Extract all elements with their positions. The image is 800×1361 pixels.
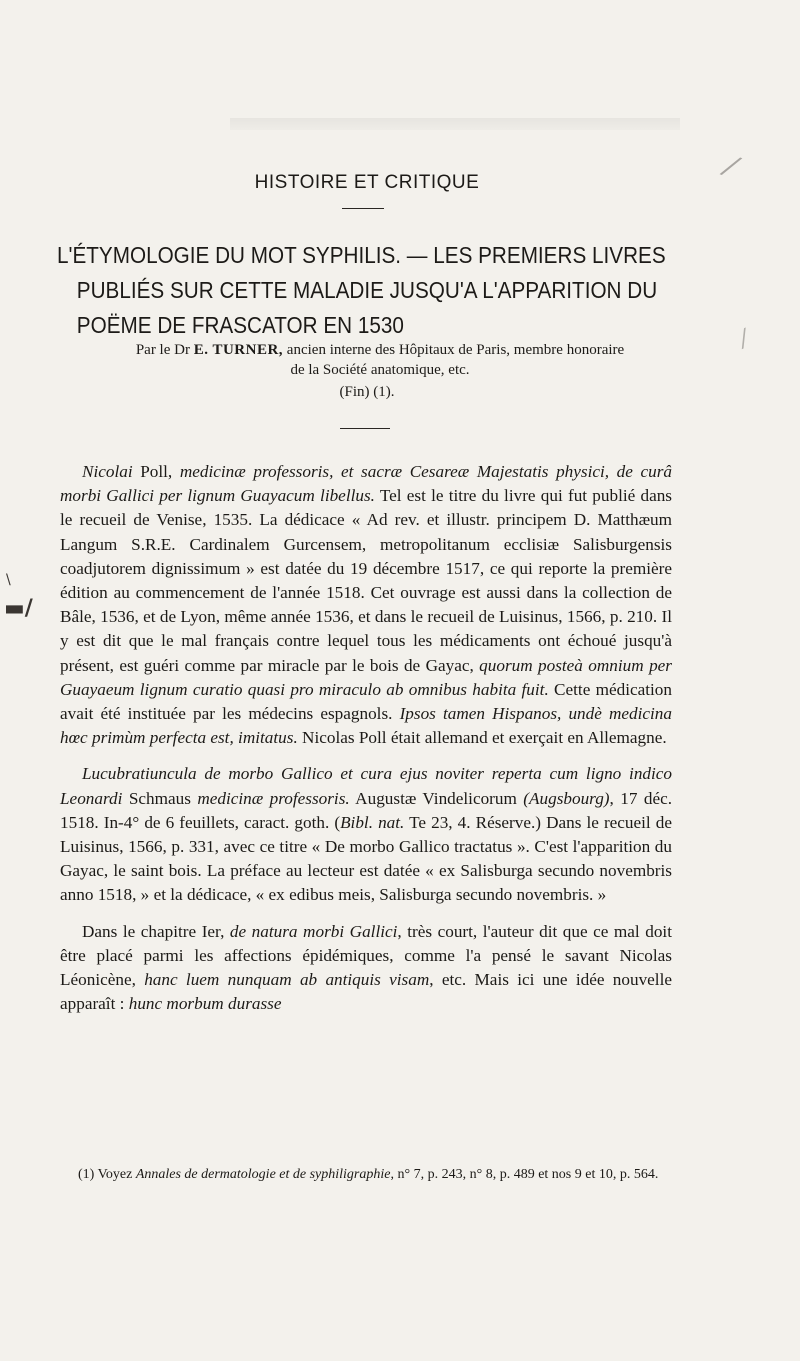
fin-divider [340, 428, 390, 429]
bleed-through-shadow [230, 118, 680, 130]
text-run: (1) Voyez [78, 1167, 136, 1182]
text-run: Tel est le titre du livre qui fut publié dans le recueil de Venise, 1535. La dédicace « Ad rev. et illustr. principem D. Matthæum Langum S.R.E. Cardinalem Gurcensem, metropolitanum ecclisiæ Salisburgensis coadjutorem dignissimum » est datée du 19 décembre 1517, ce qui reporte la première édition au commencement de l'année 1518. Cet ouvrage est aussi dans la collection de Bâle, 1536, et de Lyon, même année 1536, et dans le recueil de Luisinus, 1566, p. 210. Il y est dit que le mal français contre lequel tous les médicaments ont échoué jusqu'à présent, est guéri comme par miracle par le bois de Gayac, [60, 486, 672, 675]
title-divider [342, 208, 384, 209]
title-line: POËME DE FRASCATOR EN 1530 [76, 312, 404, 338]
text-run: Augustæ Vindelicorum [349, 788, 524, 808]
title-line: PUBLIÉS SUR CETTE MALADIE JUSQU'A L'APPARITION DU [76, 277, 658, 303]
italic-text: medicinæ professoris, et sacræ Cesareæ Majestatis physici, de curâ morbi Gallici per lignum Guayacum libellus. [60, 462, 673, 506]
text-run: , très court, l'auteur dit que ce mal doit être placé parmi les affections épidémiques, comme l'a pensé le savant Nicolas Léonicène, [60, 921, 672, 990]
footnote [60, 1165, 672, 1185]
italic-text: Annales de dermatologie et de syphiligraphie [135, 1167, 391, 1182]
section-title: HISTOIRE ET CRITIQUE [254, 172, 480, 193]
italic-text: (Augsbourg) [523, 788, 610, 808]
byline-prefix: Par le Dr [135, 342, 190, 358]
fin-note: (Fin) (1). [339, 384, 395, 400]
author-byline [60, 340, 700, 380]
italic-text: quorum posteà omnium per Guayaeum lignum curatio quasi pro miraculo ab omnibus habita fuit. [60, 655, 672, 699]
text-run: , etc. Mais ici une idée nouvelle apparaît : [60, 970, 672, 1014]
margin-pencil-mark: ⁄ [722, 150, 739, 185]
italic-text: Nicolai [82, 462, 141, 481]
author-affiliation: ancien interne des Hôpitaux de Paris, membre honoraire [286, 342, 625, 358]
margin-ink-mark: ▬/ [4, 596, 33, 621]
body-paragraph [60, 920, 672, 1017]
text-run: Nicolas Poll était allemand et exerçait en Allemagne. [297, 728, 667, 748]
body-paragraph [60, 460, 672, 750]
body-paragraph [60, 762, 672, 907]
italic-text: medicinæ professoris. [197, 788, 350, 808]
italic-text: de natura morbi Gallici [229, 921, 398, 941]
text-run: Dans le chapitre Ier, [82, 921, 230, 941]
footnote-text [60, 1165, 672, 1185]
italic-text: Ipsos tamen Hispanos, undè medicina hœc primùm perfecta est, imitatus. [60, 704, 672, 748]
italic-text: hunc morbum durasse [128, 994, 282, 1014]
author-affiliation-2: de la Société anatomique, etc. [290, 362, 470, 378]
text-run: Te 23, 4. Réserve.) Dans le recueil de Luisinus, 1566, p. 331, avec ce titre « De morbo Gallico tractatus ». C'est l'apparition du Gayac, le saint bois. La préface au lecteur est datée « ex Salisburga secundo novembris anno 1518, » et la dédicace, « ex edibus meis, Salisburga secundo novembris. » [60, 812, 672, 905]
text-run: Cette médication avait été instituée par les médecins espagnols. [60, 679, 672, 724]
article-title [57, 238, 666, 343]
margin-pencil-mark: ⁄ [736, 325, 752, 353]
text-run: Schmaus [128, 788, 198, 808]
title-line: L'ÉTYMOLOGIE DU MOT SYPHILIS. — LES PREMIERS LIVRES [57, 242, 666, 268]
margin-ink-mark: \ [6, 572, 11, 588]
author-name: E. TURNER, [193, 342, 284, 358]
italic-text: Lucubratiuncula de morbo Gallico et cura ejus noviter reperta cum ligno indico Leonardi [60, 764, 672, 808]
text-run: , n° 7, p. 243, n° 8, p. 489 et nos 9 et 10, p. 564. [390, 1167, 659, 1182]
text-run: , 17 déc. 1518. In-4° de 6 feuillets, caract. goth. ( [60, 788, 673, 832]
italic-text: hanc luem nunquam ab antiquis visam [144, 970, 430, 990]
article-body [60, 460, 672, 1028]
text-run: Poll, [140, 462, 180, 481]
italic-text: Bibl. nat. [340, 812, 405, 832]
